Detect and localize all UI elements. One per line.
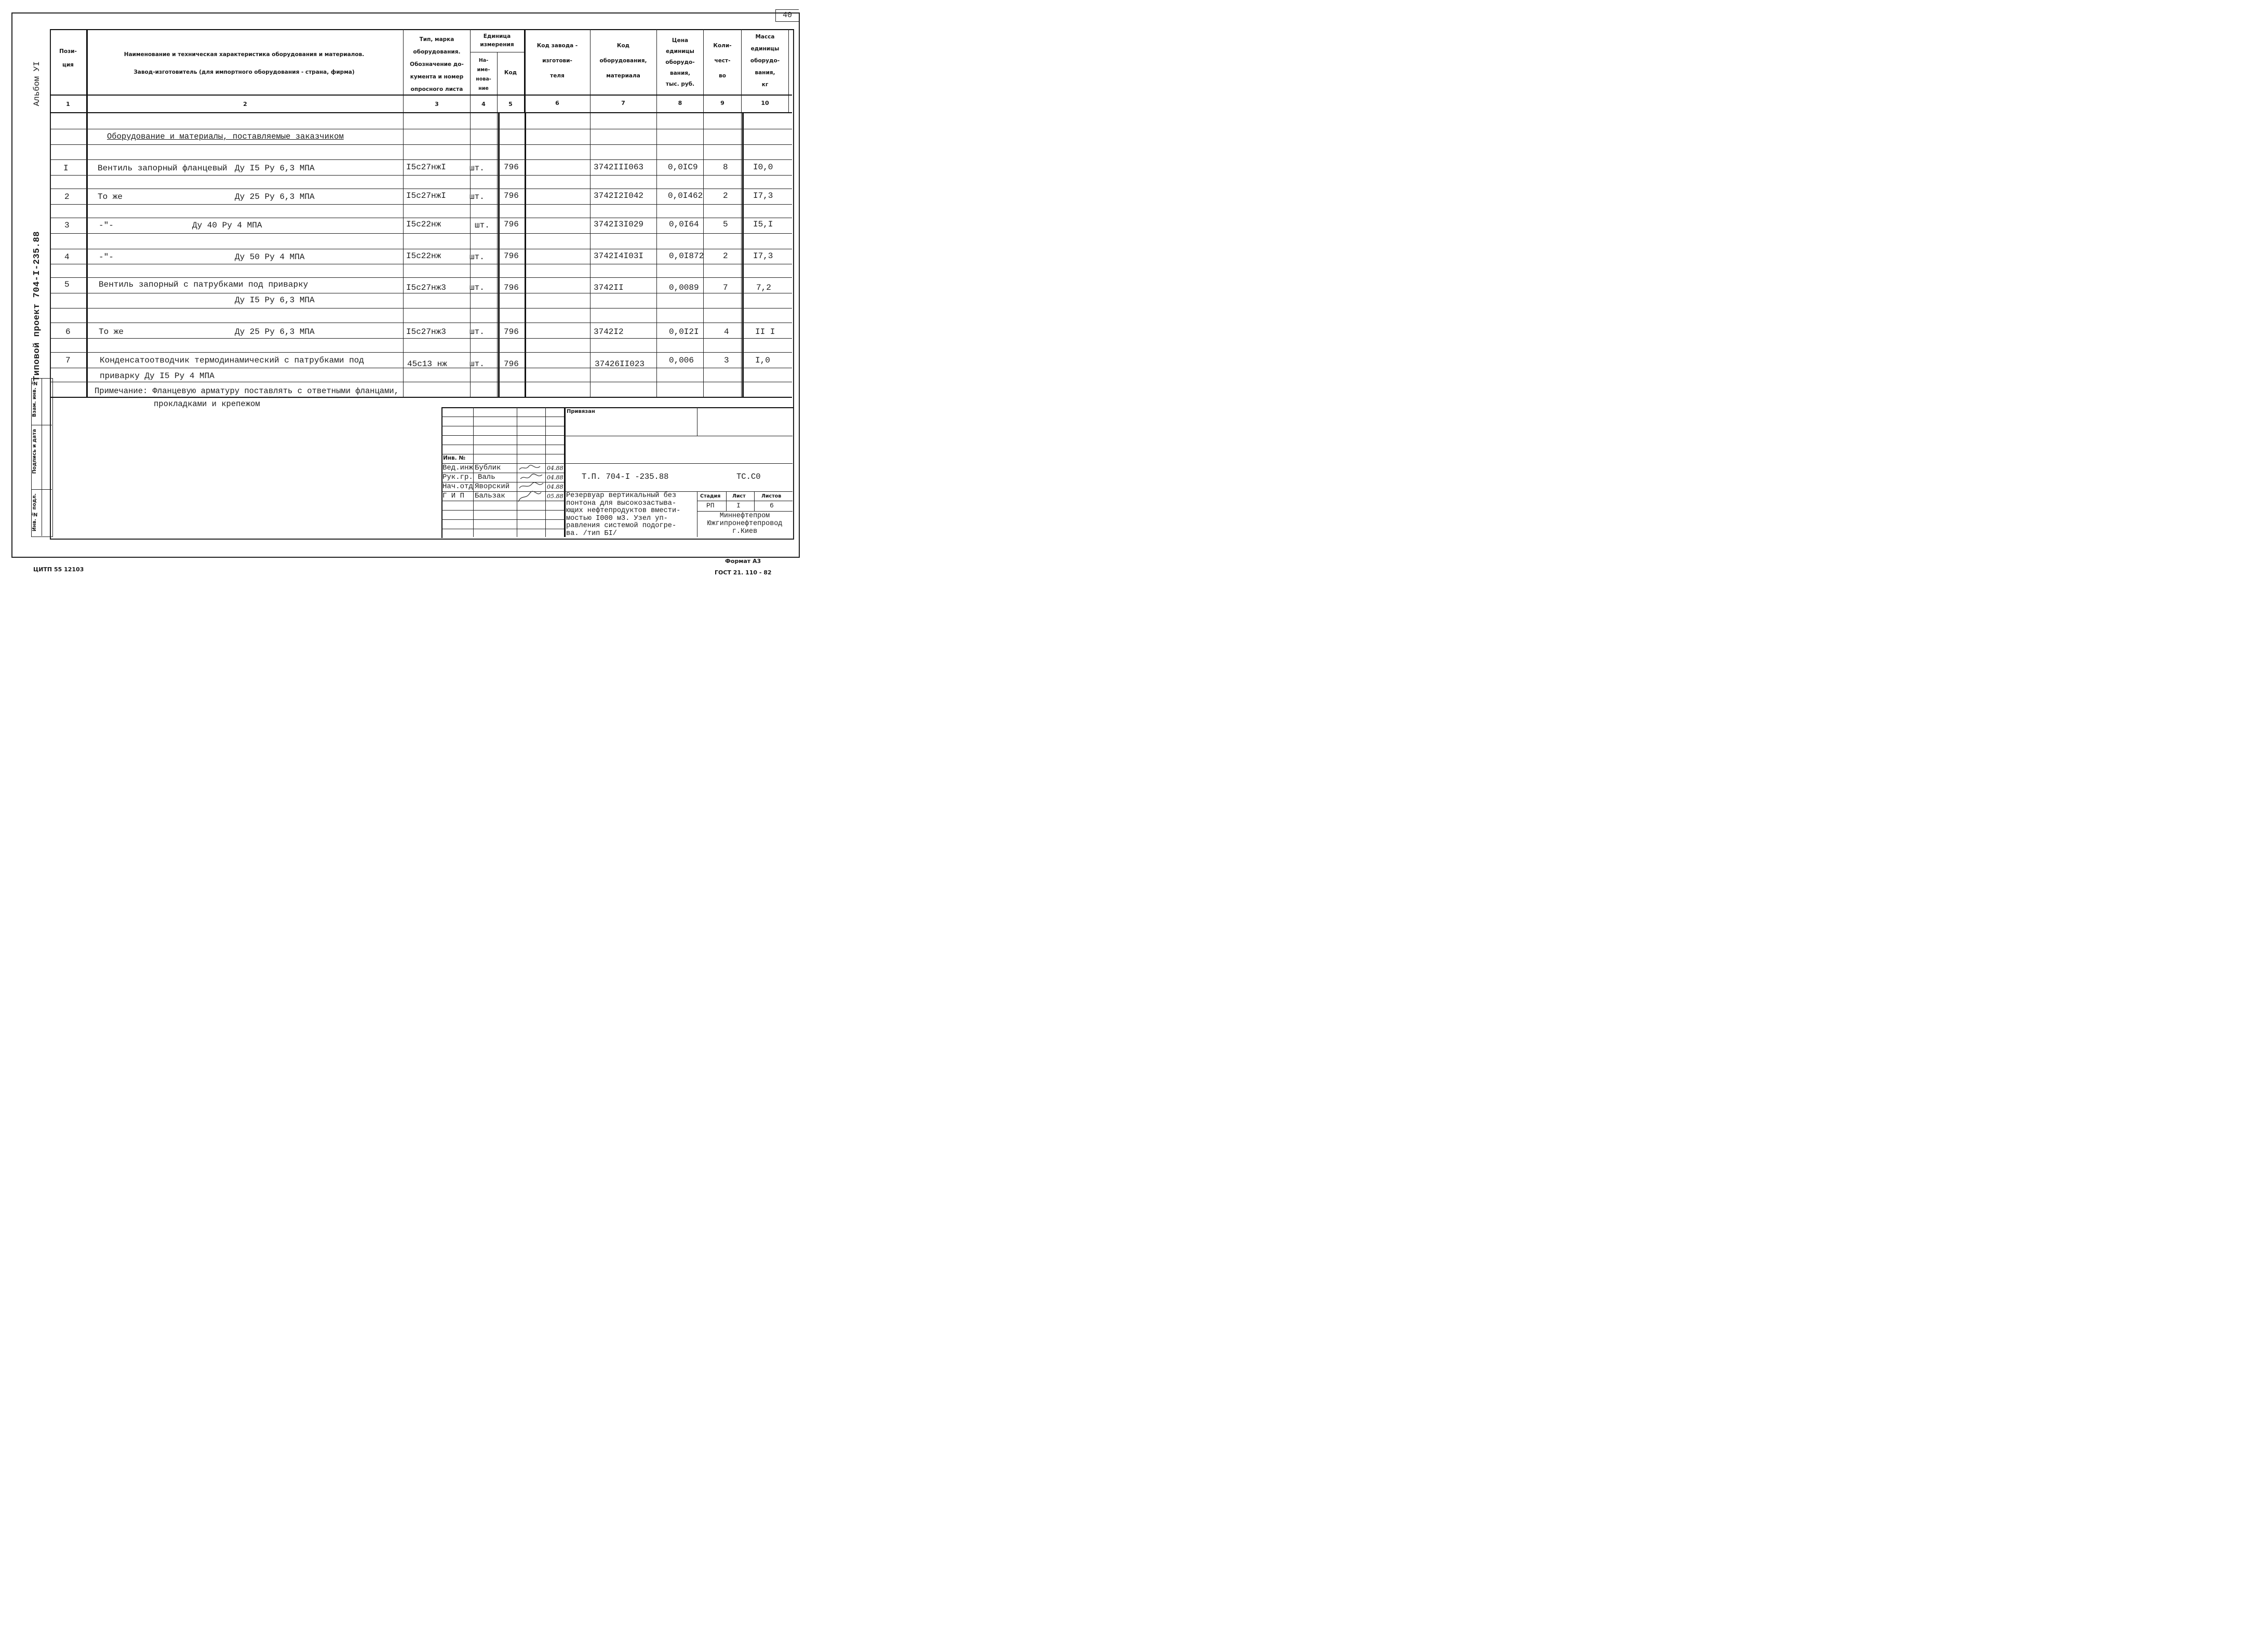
row-type: I5с27нжI [406, 191, 446, 200]
col-number: 9 [720, 100, 724, 106]
row-price: 0,0089 [669, 283, 699, 292]
row-unit-code: 796 [504, 191, 519, 200]
row-price: 0,0I872 [669, 251, 704, 261]
signatures [517, 463, 546, 504]
header-col3: Тип, марка оборудования. Обозначение до- кумента и номер опросного листа [410, 36, 464, 92]
person-date: 05.88 [547, 493, 563, 500]
document-mark: ТС.С0 [736, 472, 761, 481]
row-type: I5с27нж3 [406, 283, 446, 292]
stage-label: Стадия [700, 493, 721, 499]
row-quantity: 3 [724, 356, 729, 365]
row-price: 0,0I462 [668, 191, 703, 200]
row-quantity: 5 [723, 220, 728, 229]
row-price: 0,0IC9 [668, 163, 698, 172]
row-mass: I7,3 [753, 191, 773, 200]
col-number: 7 [621, 100, 625, 106]
row-position: 3 [64, 221, 70, 230]
row-position: 5 [64, 280, 70, 289]
header-col7: Код оборудования, материала [599, 43, 647, 79]
sheets-label: Листов [761, 493, 782, 499]
row-name: Вентиль запорный фланцевый [98, 164, 227, 173]
person-name: Яворский [475, 482, 510, 491]
row-unit-code: 796 [504, 251, 519, 261]
person-name: Валь [478, 473, 495, 481]
header-unit: Единица измерения [480, 33, 514, 48]
row-dimension: Ду 50 Ру 4 МПА [235, 252, 305, 262]
project-label: Типовой проект 704-I-235.88 [32, 231, 42, 381]
document-description: Резервуар вертикальный без понтона для высокозастыва- ющих нефтепродуктов вмести- мостью I000 м3. Узел уп- равления системой подогре- ва. /тип БI/ [566, 492, 681, 538]
stage-value: РП [706, 502, 715, 509]
person-date: 04.88 [547, 474, 563, 481]
row-price: 0,0I2I [669, 327, 699, 337]
row-name: То же [98, 192, 123, 202]
section-title: Оборудование и материалы, поставляемые заказчиком [107, 132, 344, 141]
row-equip-code: 3742I4I03I [594, 251, 644, 261]
row-type: I5с22нж [406, 251, 441, 261]
row-name: То же [99, 327, 124, 337]
row-equip-code: 3742II [594, 283, 624, 292]
album-label: Альбом УI [32, 61, 42, 106]
row-type: I5с27нж3 [406, 327, 446, 337]
sheet-number: 40 [782, 11, 792, 20]
col-number: 10 [761, 100, 769, 106]
sign-date-label: Подпись и дата [32, 429, 37, 474]
row-position: I [63, 164, 69, 173]
row-unit: шт. [469, 192, 485, 202]
col-number: 4 [481, 101, 486, 108]
row-mass: I7,3 [753, 251, 773, 261]
row-price: 0,0I64 [669, 220, 699, 229]
replace-inv-label: Взам. инв. № [32, 380, 37, 418]
row-dimension: Ду I5 Ру 6,3 МПА [235, 164, 315, 173]
footer-left-code: ЦИТП 55 12103 [33, 566, 84, 573]
row-name: Конденсатоотводчик термодинамический с патрубками под [100, 356, 364, 365]
row-type: 45с13 нж [407, 359, 447, 369]
privyazan-label: Привязан [567, 409, 595, 414]
col-number: 3 [435, 101, 439, 108]
row-quantity: 2 [723, 251, 728, 261]
sheet-label: Лист [732, 493, 746, 499]
sheet-number-box [775, 9, 799, 22]
row-position: 4 [64, 252, 70, 262]
row-quantity: 8 [723, 163, 728, 172]
row-unit: шт. [469, 327, 485, 337]
row-quantity: 7 [723, 283, 728, 292]
col-number: 8 [678, 100, 682, 106]
sheets-value: 6 [770, 502, 774, 509]
header-col5: Код [504, 70, 517, 76]
row-unit-code: 796 [504, 359, 519, 369]
row-equip-code: 3742I2I042 [594, 191, 644, 200]
row-unit: шт. [469, 252, 485, 262]
person-name: Бублик [475, 464, 501, 472]
note-line-1: Примечание: Фланцевую арматуру поставлять с ответными фланцами, [95, 386, 399, 396]
header-col2: Наименование и техническая характеристика оборудования и материалов. Завод-изготовитель (для импортного оборудования - страна, фирма) [124, 51, 365, 75]
inv-orig-label: Инв. № подл. [32, 493, 37, 532]
row-unit: шт. [469, 283, 485, 292]
person-date: 04.88 [547, 465, 563, 472]
format-label: Формат А3 [725, 558, 761, 565]
gost-label: ГОСТ 21. 110 - 82 [715, 569, 772, 576]
row-dimension: Ду 25 Ру 6,3 МПА [235, 327, 315, 337]
row-position: 7 [65, 356, 71, 365]
row-name: Вентиль запорный с патрубками под приварку [99, 280, 308, 289]
row-unit: шт. [475, 221, 490, 230]
row-quantity: 2 [723, 191, 728, 200]
header-col6: Код завода - изготови- теля [536, 43, 578, 79]
row-mass: I,0 [755, 356, 770, 365]
col-number: 5 [508, 101, 513, 108]
person-date: 04.88 [547, 484, 563, 490]
row-dimension: Ду 40 Ру 4 МПА [192, 221, 262, 230]
row-equip-code: 3742III063 [594, 163, 644, 172]
row-unit: шт. [469, 164, 485, 173]
col-number: 6 [555, 100, 559, 106]
header-col10: Масса единицы оборудо- вания, кг [750, 34, 780, 88]
row-unit-code: 796 [504, 283, 519, 292]
person-role: Нач.отд [442, 482, 473, 491]
row-quantity: 4 [724, 327, 729, 337]
document-code: Т.П. 704-I -235.88 [582, 472, 669, 481]
row-mass: I5,I [753, 220, 773, 229]
col-number: 1 [66, 101, 70, 108]
person-role: Г И П [442, 492, 465, 500]
header-col8: Цена единицы оборудо- вания, тыс. руб. [665, 37, 695, 87]
row-unit-code: 796 [504, 163, 519, 172]
row-equip-code: 37426II023 [595, 359, 645, 369]
person-role: Вед.инж [442, 464, 473, 472]
row-dimension: Ду 25 Ру 6,3 МПА [235, 192, 315, 202]
person-role: Рук.гр. [442, 473, 473, 481]
row-dimension: Ду I5 Ру 6,3 МПА [235, 296, 315, 305]
row-position: 6 [65, 327, 71, 337]
row-name: -"- [99, 221, 114, 230]
col-number: 2 [243, 101, 247, 108]
row-unit-code: 796 [504, 220, 519, 229]
inv-no-label: Инв. № [443, 455, 465, 461]
row-mass: I0,0 [753, 163, 773, 172]
header-col1: Пози- ция [59, 48, 77, 68]
row-dimension: приварку Ду I5 Ру 4 МПА [100, 371, 214, 381]
row-unit-code: 796 [504, 327, 519, 337]
row-unit: шт. [469, 359, 485, 369]
organization: Миннефтепром Южгипронефтепровод г.Киев [707, 512, 783, 535]
row-mass: 7,2 [756, 283, 771, 292]
person-name: Бальзак [475, 492, 505, 500]
row-equip-code: 3742I3I029 [594, 220, 644, 229]
row-mass: II I [755, 327, 775, 337]
row-position: 2 [64, 192, 70, 202]
row-price: 0,006 [669, 356, 694, 365]
header-col4: На- име- нова- ние [476, 58, 491, 91]
header-col9: Коли- чест- во [713, 43, 732, 79]
note-line-2: прокладками и крепежом [154, 399, 260, 409]
row-name: -"- [99, 252, 114, 262]
row-equip-code: 3742I2 [594, 327, 624, 337]
row-type: I5с22нж [406, 220, 441, 229]
sheet-value: I [736, 502, 741, 509]
row-type: I5с27нжI [406, 163, 446, 172]
